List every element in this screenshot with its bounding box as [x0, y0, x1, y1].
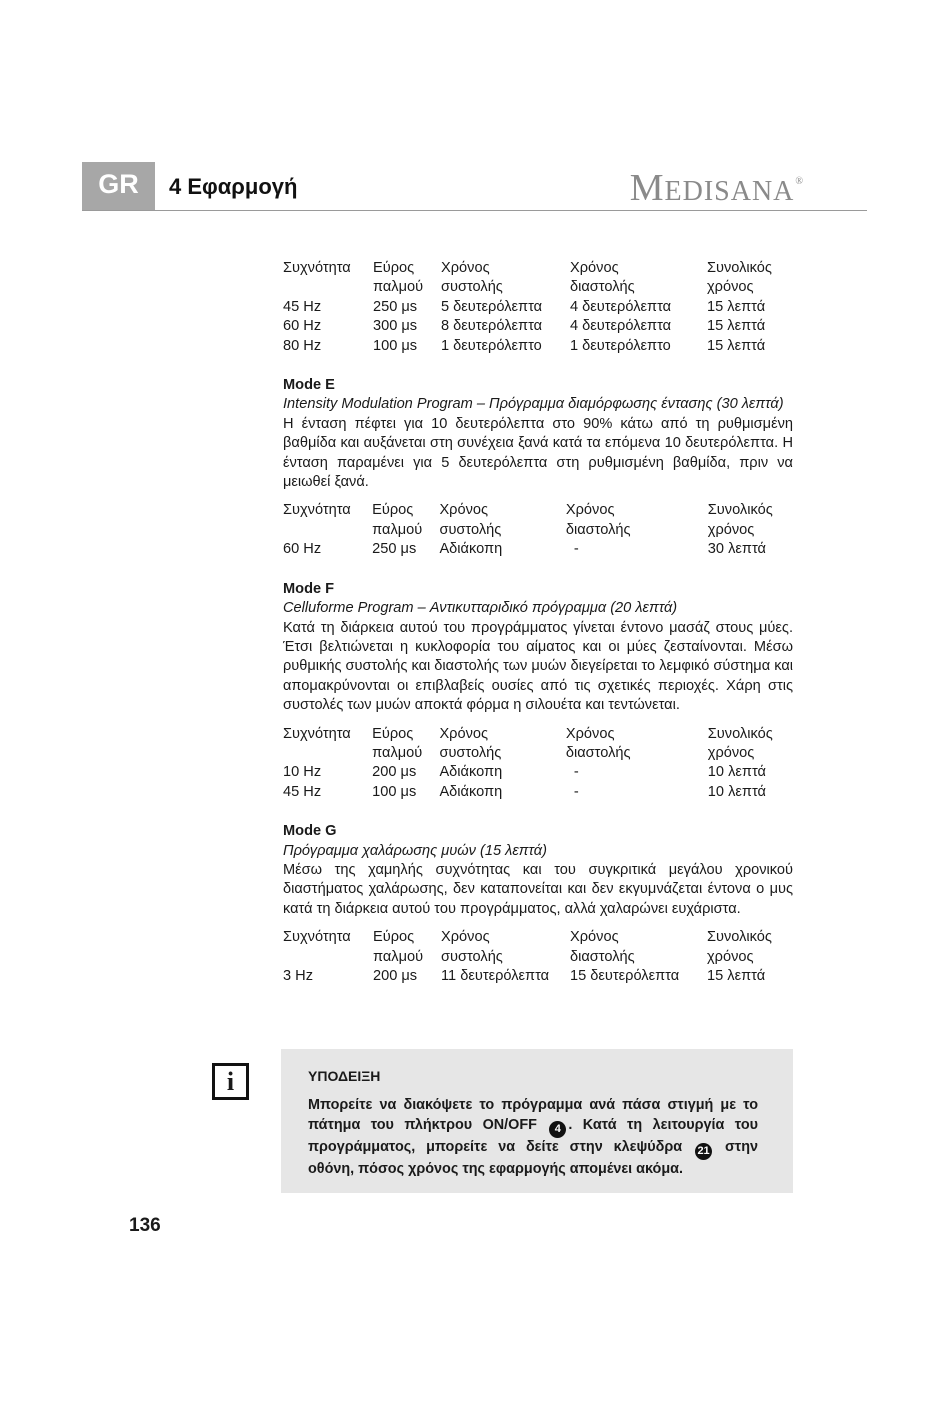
- page-number: 136: [129, 1215, 161, 1236]
- mode-f-subtitle: Celluforme Program – Αντικυτταριδικό πρόγραμμα (20 λεπτά): [283, 600, 678, 617]
- table-header-cell: Συνολικός: [707, 929, 772, 946]
- table-cell: Αδιάκοπη: [439, 783, 503, 800]
- info-icon: i: [212, 1063, 249, 1100]
- table-header-cell: [283, 948, 373, 967]
- table-header-cell: Εύρος: [373, 260, 415, 276]
- table-cell: 200 μs: [373, 968, 418, 984]
- table-header-cell: Εύρος: [373, 929, 415, 946]
- table-row: [283, 967, 793, 986]
- table-header-cell: Εύρος: [372, 725, 414, 742]
- table-header-cell: Εύρος: [372, 502, 414, 519]
- table-row: [283, 337, 793, 356]
- table-cell: 200 μs: [372, 764, 417, 781]
- table-header-cell: συστολής: [441, 948, 503, 965]
- table-cell: -: [573, 764, 579, 781]
- chapter-title: 4 Εφαρμογή: [169, 174, 298, 199]
- table-row: [283, 317, 793, 336]
- table-header-cell: Συνολικός: [707, 260, 772, 276]
- table-cell: 10 λεπτά: [707, 783, 766, 800]
- table-mode-f: [283, 725, 793, 803]
- table-header-cell: διαστολής: [565, 744, 631, 761]
- table-header-cell: Χρόνος: [565, 725, 615, 742]
- table-cell: 1 δευτερόλεπτο: [441, 337, 542, 354]
- table-cell: 10 Hz: [283, 764, 322, 781]
- table-cell: 1 δευτερόλεπτο: [570, 337, 671, 354]
- mode-e-text: Η ένταση πέφτει για 10 δευτερόλεπτα στο 90% κάτω από τη ρυθμισμένη βαθμίδα και αυξάνεται στη συνέχεια ξανά κατά τα επόμενα 10 δευτερόλεπτα. Η ένταση παραμένει για 5 δευτερόλεπτα στη ρυθμισμένη βαθμίδα, πριν να μειωθεί ξανά.: [283, 415, 793, 491]
- table-header-cell: Χρόνος: [439, 502, 489, 519]
- table-header-cell: χρόνος: [707, 948, 754, 965]
- table-header-row: [283, 278, 793, 297]
- table-cell: -: [573, 783, 579, 800]
- table-cell: 250 μs: [372, 541, 417, 558]
- mode-g-title: Mode G: [283, 823, 337, 840]
- table-header-cell: Συνολικός: [707, 725, 773, 742]
- table-header-cell: χρόνος: [707, 744, 755, 761]
- table-mode-d: [283, 259, 793, 356]
- table-cell: 60 Hz: [283, 318, 322, 335]
- table-cell: Αδιάκοπη: [439, 541, 503, 558]
- table-cell: 15 λεπτά: [707, 298, 766, 315]
- table-header-cell: [283, 521, 372, 540]
- mode-e-subtitle: Intensity Modulation Program – Πρόγραμμα διαμόρφωσης έντασης (30 λεπτά): [283, 396, 784, 413]
- table-header-cell: [283, 278, 373, 297]
- table-header-cell: Συχνότητα: [283, 725, 351, 742]
- table-cell: 15 λεπτά: [707, 337, 766, 354]
- note-text: Μπορείτε να διακόψετε το πρόγραμμα ανά πάσα στιγμή με το πάτημα του πλήκτρου ON/OFF 4 . Κατά τη λειτουργία του προγράμματος, μπορείτε να δείτε στην κλεψύδρα 21 στην οθόνη, πόσος χρόνος της εφαρμογής απομένει ακόμα.: [308, 1097, 759, 1177]
- table-cell: 4 δευτερόλεπτα: [570, 318, 672, 335]
- table-cell: 4 δευτερόλεπτα: [570, 298, 672, 315]
- table-cell: 15 δευτερόλεπτα: [570, 968, 680, 984]
- table-cell: 45 Hz: [283, 783, 322, 800]
- table-header-cell: Χρόνος: [570, 929, 619, 946]
- table-header-cell: διαστολής: [570, 948, 635, 965]
- table-cell: 30 λεπτά: [707, 541, 766, 558]
- table-row: [283, 540, 793, 559]
- table-cell: 15 λεπτά: [707, 968, 766, 984]
- table-mode-e: [283, 501, 793, 559]
- table-header-cell: παλμού: [372, 744, 423, 761]
- hourglass-ref-21: 21: [695, 1143, 712, 1160]
- table-header-row: [283, 259, 793, 278]
- mode-g-subtitle: Πρόγραμμα χαλάρωσης μυών (15 λεπτά): [283, 842, 547, 859]
- table-header-cell: συστολής: [439, 521, 502, 538]
- table-header-row: [283, 928, 793, 947]
- table-cell: 45 Hz: [283, 298, 322, 315]
- mode-f-text: Κατά τη διάρκεια αυτού του προγράμματος γίνεται έντονο μασάζ στους μύες. Έτσι βελτιώνεται η κυκλοφορία του αίματος και οι μύες ζεσταίνονται. Μέσω ρυθμικής συστολής και διαστολής των μυών διεγείρεται το λεμφικό σύστημα και απομακρύνονται οι επιβλαβείς ουσίες από τις σχετικές περιοχές. Χάρη στις συστολές των μυών αποκτά φόρμα η σιλουέτα και τεντώνεται.: [283, 619, 793, 714]
- language-badge: GR: [82, 162, 155, 210]
- table-header-cell: χρόνος: [707, 521, 755, 538]
- table-header-cell: Συχνότητα: [283, 502, 351, 519]
- table-header-cell: Χρόνος: [570, 260, 619, 276]
- table-header-row: [283, 725, 793, 744]
- table-cell: 5 δευτερόλεπτα: [441, 298, 543, 315]
- table-header-cell: Χρόνος: [439, 725, 489, 742]
- table-header-cell: Χρόνος: [441, 260, 490, 276]
- table-mode-g: [283, 928, 793, 986]
- table-cell: -: [573, 541, 579, 558]
- table-cell: Αδιάκοπη: [439, 764, 503, 781]
- table-header-row: [283, 501, 793, 520]
- table-header-cell: Χρόνος: [441, 929, 490, 946]
- button-ref-4: 4: [549, 1121, 566, 1138]
- table-header-row: [283, 521, 793, 540]
- mode-f-title: Mode F: [283, 580, 335, 597]
- table-cell: 10 λεπτά: [707, 764, 766, 781]
- mode-g-text: Μέσω της χαμηλής συχνότητας και του συγκριτικά μεγάλου χρονικού διαστήματος χαλάρωσης, δεν καταπονείται και δεν εκγυμνάζεται έντονα ο μυς κατά τη διάρκεια αυτού του προγράμματος, αλλά χαλαρώνει ευχάριστα.: [283, 861, 793, 917]
- medisana-logo: MEDISANA®: [629, 167, 804, 209]
- main-content: [283, 259, 793, 986]
- table-header-cell: παλμού: [372, 521, 423, 538]
- table-cell: 60 Hz: [283, 541, 322, 558]
- note-box: [281, 1049, 793, 1193]
- table-header-cell: Χρόνος: [565, 502, 615, 519]
- table-header-cell: Συνολικός: [707, 502, 773, 519]
- page-header: [82, 162, 867, 211]
- table-header-cell: χρόνος: [707, 279, 754, 296]
- table-header-cell: διαστολής: [565, 521, 631, 538]
- table-row: [283, 763, 793, 782]
- table-cell: 100 μs: [373, 337, 418, 354]
- table-header-cell: [283, 744, 372, 763]
- table-row: [283, 298, 793, 317]
- table-header-cell: συστολής: [439, 744, 502, 761]
- table-row: [283, 783, 793, 802]
- table-header-row: [283, 744, 793, 763]
- table-header-row: [283, 948, 793, 967]
- table-header-cell: διαστολής: [570, 279, 635, 296]
- mode-e-title: Mode E: [283, 377, 335, 394]
- table-header-cell: παλμού: [373, 279, 424, 296]
- table-cell: 100 μs: [372, 783, 417, 800]
- table-cell: 300 μs: [373, 318, 418, 335]
- table-header-cell: Συχνότητα: [283, 929, 351, 946]
- table-header-cell: συστολής: [441, 279, 503, 296]
- table-cell: 8 δευτερόλεπτα: [441, 318, 543, 335]
- table-cell: 15 λεπτά: [707, 318, 766, 335]
- note-title: ΥΠΟΔΕΙΞΗ: [308, 1068, 381, 1084]
- table-cell: 11 δευτερόλεπτα: [441, 968, 550, 984]
- table-header-cell: παλμού: [373, 948, 424, 965]
- table-cell: 250 μs: [373, 298, 418, 315]
- table-cell: 80 Hz: [283, 337, 322, 354]
- table-header-cell: Συχνότητα: [283, 260, 351, 276]
- table-cell: 3 Hz: [283, 968, 314, 984]
